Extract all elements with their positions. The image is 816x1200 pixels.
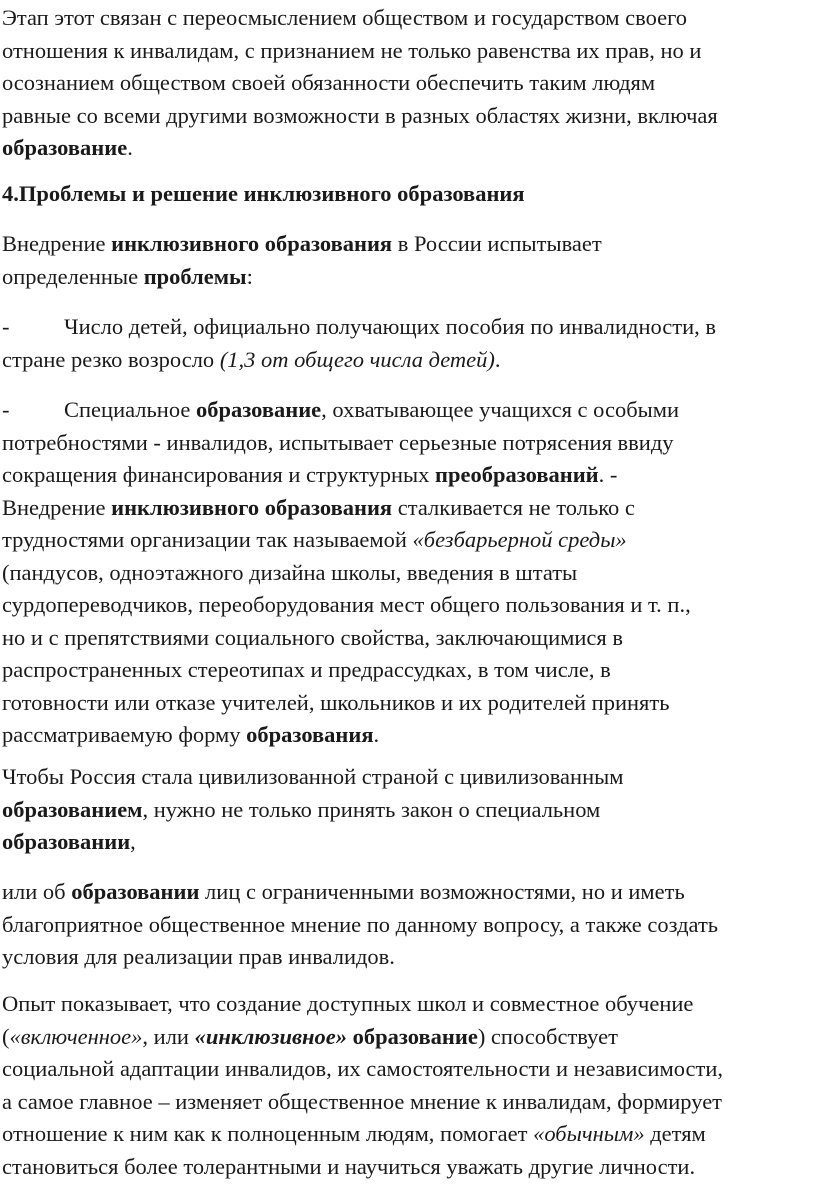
text-line: а самое главное – изменяет общественное мнение к инвалидам, формирует [2, 1088, 723, 1114]
paragraph-2 [2, 228, 602, 293]
bold-term: проблемы [143, 263, 247, 289]
bold-term: образование [352, 1023, 478, 1049]
text-line: равные со всеми другими возможности в разных областях жизни, включая [2, 102, 718, 128]
text-line: Чтобы Россия стала цивилизованной страной с цивилизованным [2, 764, 624, 789]
paragraph-7 [2, 988, 723, 1183]
text-fragment: сокращения финансирования и структурных [2, 462, 430, 487]
text-fragment: трудностями организации так называемой [2, 527, 407, 552]
text-fragment: Внедрение [2, 231, 106, 256]
text-line: условия для реализации прав инвалидов. [2, 944, 395, 969]
text-line [2, 261, 602, 294]
bold-term: образовании [71, 879, 200, 904]
bold-term: образовании [2, 829, 131, 854]
text-line: распространенных стереотипах и предрассудках, в том числе, в [2, 657, 611, 682]
text-line [2, 394, 691, 427]
text-fragment: ( [2, 1023, 10, 1049]
text-fragment: . [373, 722, 380, 747]
text-line [2, 1118, 723, 1151]
text-line: Этап этот связан с переосмыслением обществом и государством своего [2, 5, 688, 30]
text-line [2, 132, 718, 165]
text-line [2, 459, 691, 492]
text-fragment: , или [142, 1023, 189, 1049]
text-line [2, 492, 691, 525]
text-fragment: : [246, 263, 253, 289]
text-fragment: детям [650, 1121, 706, 1146]
bold-term: образование [2, 135, 128, 160]
section-heading: 4.Проблемы и решение инклюзивного образования [2, 181, 525, 206]
list-dash: - [2, 314, 10, 339]
text-line: (пандусов, одноэтажного дизайна школы, введения в штаты [2, 559, 578, 585]
text-fragment: , охватывающее учащихся с особыми [321, 397, 680, 422]
text-line [2, 794, 623, 827]
text-line: Опыт показывает, что создание доступных школ и совместное обучение [2, 991, 694, 1016]
text-line [2, 344, 716, 377]
bold-term: инклюзивного образования [111, 494, 393, 520]
text-line: потребностями - инвалидов, испытывает серьезные потрясения ввиду [2, 429, 674, 455]
text-fragment: сталкивается не только с [397, 494, 635, 520]
text-fragment: Специальное [64, 397, 191, 422]
text-fragment: определенные [2, 263, 139, 289]
italic-fragment: «включенное» [9, 1023, 143, 1049]
text-line: благоприятное общественное мнение по данному вопросу, а также создать [2, 911, 719, 937]
text-line: становиться более толерантными и научиться уважать другие личности. [2, 1153, 696, 1179]
text-fragment: Внедрение [2, 494, 106, 520]
text-line [2, 826, 623, 859]
paragraph-1 [2, 2, 718, 165]
list-item-1 [2, 311, 716, 376]
text-fragment: рассматриваемую форму [2, 722, 241, 747]
text-line [2, 311, 716, 344]
bold-term: преобразований [435, 462, 599, 487]
text-line: отношения к инвалидам, с признанием не только равенства их прав, но и [2, 37, 702, 63]
text-fragment: стране резко возросло [2, 346, 215, 372]
italic-fragment: «безбарьерной среды» [412, 527, 627, 552]
text-line [2, 876, 718, 909]
paragraph-6 [2, 876, 718, 974]
text-line: но и с препятствиями социального свойства, заключающимися в [2, 624, 623, 650]
text-fragment: . [494, 346, 501, 372]
list-item-2 [2, 394, 691, 752]
text-fragment: , нужно не только принять закон о специальном [142, 796, 601, 822]
bold-term: образованием [2, 796, 143, 822]
text-line [2, 719, 691, 752]
list-dash: - [2, 397, 10, 422]
text-line: осознанием обществом своей обязанности обеспечить таким людям [2, 70, 656, 95]
text-fragment: отношение к ним как к полноценным людям, помогает [2, 1121, 528, 1146]
text-line [2, 524, 691, 557]
text-line: социальной адаптации инвалидов, их самостоятельности и независимости, [2, 1056, 724, 1081]
italic-fragment: «обычным» [533, 1121, 645, 1146]
bold-term: образование [195, 397, 322, 422]
text-line: сурдопереводчиков, переоборудования мест общего пользования и т. п., [2, 592, 691, 617]
bold-term: образования [246, 722, 374, 747]
text-fragment: . - [598, 462, 618, 487]
text-fragment: Число детей, официально получающих пособия по инвалидности, в [64, 314, 717, 339]
text-line [2, 1021, 723, 1054]
text-fragment: . [127, 135, 133, 160]
bold-italic-fragment: «инклюзивное» [194, 1023, 347, 1049]
text-fragment: ) способствует [477, 1023, 618, 1049]
text-fragment: или об [2, 879, 66, 904]
text-fragment: в России испытывает [397, 231, 602, 256]
text-line: готовности или отказе учителей, школьников и их родителей принять [2, 689, 670, 715]
text-line [2, 228, 602, 261]
paragraph-5 [2, 761, 623, 859]
text-fragment: , [130, 829, 136, 854]
text-fragment: лиц с ограниченными возможностями, но и иметь [205, 879, 685, 904]
italic-fragment: (1,3 от общего числа детей) [219, 346, 495, 372]
bold-term: инклюзивного образования [111, 231, 393, 256]
